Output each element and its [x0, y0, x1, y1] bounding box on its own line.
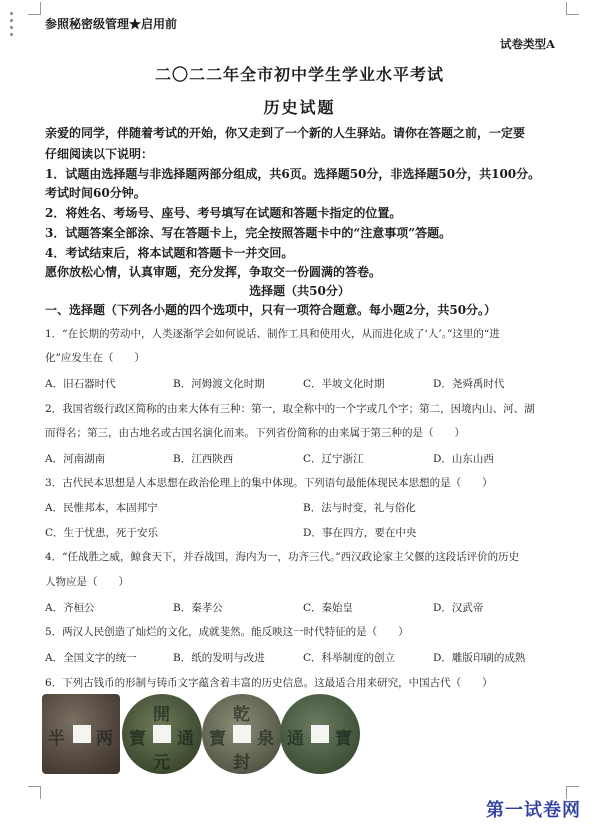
option-d: D．事在四方，要在中央 [303, 527, 417, 539]
question-text: 化”应发生在（ ） [45, 352, 145, 364]
option-c: C．半坡文化时期 [303, 378, 385, 390]
option-c: C．秦始皇 [303, 602, 354, 614]
question-text: 5．两汉人民创造了灿烂的文化，成就斐然。能反映这一时代特征的是（ ） [45, 626, 409, 638]
option-b: B．河姆渡文化时期 [173, 378, 265, 390]
coin-glyph: 寶 [335, 729, 352, 749]
option-c: C．辽宁浙江 [303, 453, 364, 465]
coin-glyph: 封 [233, 753, 250, 773]
option-b: B．江西陕西 [173, 453, 234, 465]
section-heading: 选择题（共50分） [249, 284, 350, 298]
site-watermark: 第一试卷网 [486, 800, 581, 821]
coin-glyph: 通 [177, 729, 194, 749]
crop-mark-bottom-left [28, 786, 41, 799]
coin-glyph: 元 [153, 753, 170, 773]
option-c: C．生于忧患，死于安乐 [45, 527, 159, 539]
coin-glyph: 通 [287, 729, 304, 749]
option-d: D．雕版印刷的成熟 [433, 652, 526, 664]
option-b: B．法与时变，礼与俗化 [303, 502, 416, 514]
coin-glyph: 寶 [129, 729, 146, 749]
qianfeng-coin-image [202, 694, 282, 774]
binding-dots [8, 12, 16, 40]
coin-images [42, 694, 352, 776]
intro-line: 亲爱的同学，伴随着考试的开始，你又走到了一个新的人生驿站。请你在答题之前，一定要 [45, 126, 526, 140]
kaiyuan-coin-image [122, 694, 202, 774]
exam-title: 二〇二二年全市初中学生学业水平考试 [154, 65, 444, 84]
question-text: 6．下列古钱币的形制与铸币文字蕴含着丰富的历史信息。这最适合用来研究，中国古代（ ） [45, 677, 493, 689]
option-d: D．山东山西 [433, 453, 494, 465]
question-text: 而得名；第三，由古地名或古国名演化而来。下列省份简称的由来属于第三种的是（ ） [45, 427, 465, 439]
option-a: A．全国文字的统一 [45, 652, 137, 664]
option-a: A．民惟邦本，本固邦宁 [45, 502, 158, 514]
option-a: A．齐桓公 [45, 602, 95, 614]
question-text: 3．古代民本思想是人本思想在政治伦理上的集中体现。下列语句最能体现民本思想的是（ ） [45, 477, 493, 489]
option-b: B．秦孝公 [173, 602, 223, 614]
coin-glyph: 寶 [209, 729, 226, 749]
option-c: C．科举制度的创立 [303, 652, 396, 664]
coin-glyph: 開 [153, 705, 170, 725]
coin-glyph: 两 [96, 729, 113, 749]
paper-type: 试卷类型A [500, 37, 555, 51]
intro-line: 仔细阅读以下说明： [45, 147, 154, 161]
option-a: A．河南湖南 [45, 453, 106, 465]
coin-glyph: 泉 [257, 729, 274, 749]
exam-subject: 历史试题 [263, 98, 336, 117]
coin-glyph: 半 [48, 729, 65, 749]
instruction-note: 2．将姓名、考场号、座号、考号填写在试题和答题卡指定的位置。 [45, 206, 402, 220]
option-a: A．旧石器时代 [45, 378, 116, 390]
coin-glyph: 乾 [233, 705, 250, 725]
instruction-note: 3．试题答案全部涂、写在答题卡上，完全按照答题卡中的“注意事项”答题。 [45, 226, 452, 240]
question-text: 4．“任战胜之威，鲸食天下，并吞战国，海内为一，功齐三代。”西汉政论家主父偃的这段话评价的历史 [45, 551, 520, 563]
option-d: D．尧舜禹时代 [433, 378, 505, 390]
question-text: 1．“在长期的劳动中，人类逐渐学会如何说话、制作工具和使用火，从而进化成了‘人’。”这里的“进 [45, 328, 500, 340]
crop-mark-top-right [566, 2, 579, 15]
question-text: 人物应是（ ） [45, 576, 129, 588]
intro-wish: 愿你放松心情，认真审题，充分发挥，争取交一份圆满的答卷。 [45, 265, 382, 279]
section-instruction: 一、选择题（下列各小题的四个选项中，只有一项符合题意。每小题2分，共50分。） [45, 303, 497, 317]
banliang-coin-image [42, 694, 120, 774]
option-d: D．汉武帝 [433, 602, 484, 614]
instruction-note: 4．考试结束后，将本试题和答题卡一并交回。 [45, 246, 294, 260]
crop-mark-top-left [28, 2, 41, 15]
instruction-note: 考试时间60分钟。 [45, 186, 146, 200]
secret-label: 参照秘密级管理★启用前 [45, 17, 178, 31]
instruction-note: 1．试题由选择题与非选择题两部分组成，共6页。选择题50分，非选择题50分，共100分。 [45, 167, 541, 181]
option-b: B．纸的发明与改进 [173, 652, 265, 664]
seal-script-coin-image [280, 694, 360, 774]
question-text: 2．我国省级行政区简称的由来大体有三种：第一，取全称中的一个字或几个字；第二，因境内山、河、湖 [45, 403, 535, 415]
